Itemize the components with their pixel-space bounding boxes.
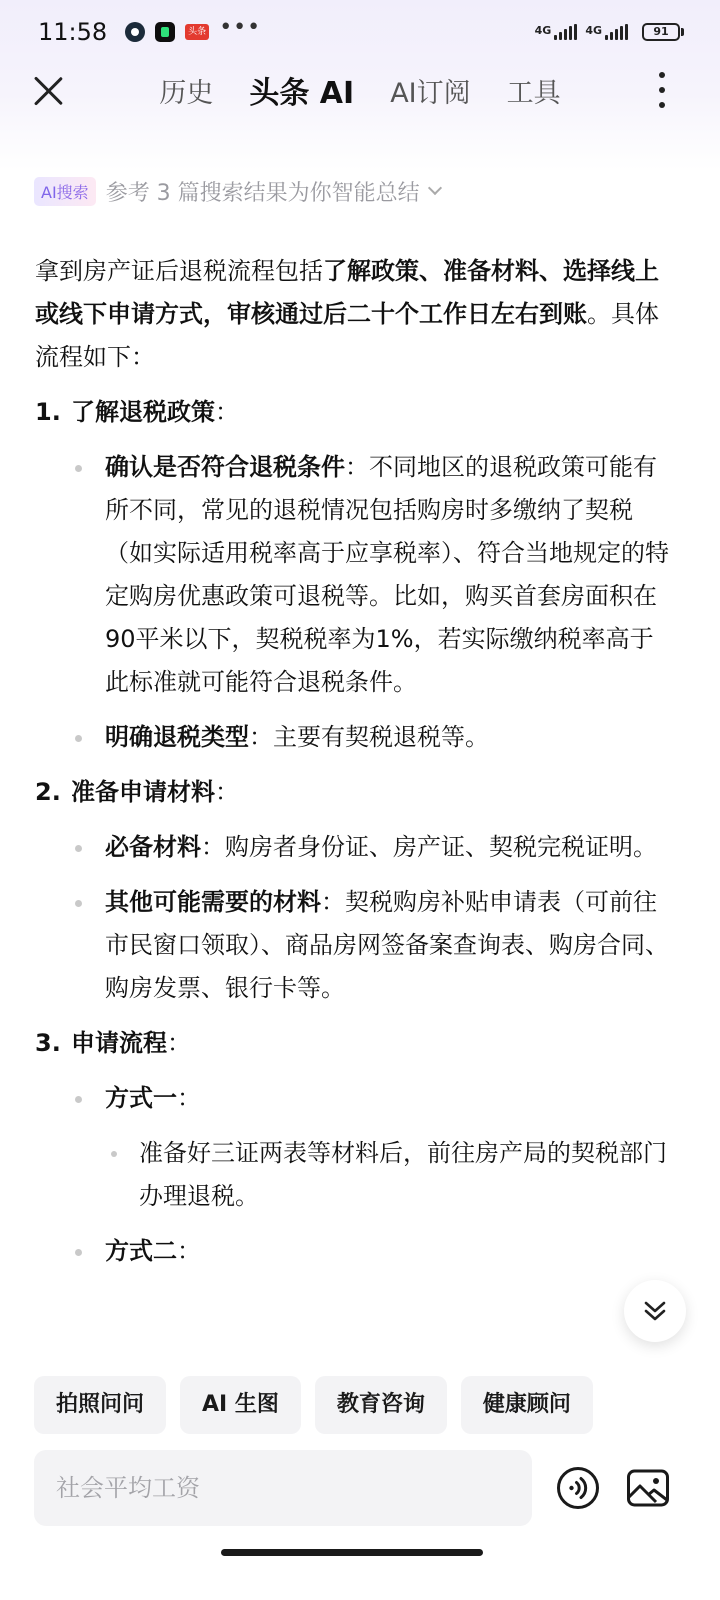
section-list (105, 826, 675, 1010)
quick-chips (34, 1376, 593, 1434)
more-notifications-icon: ••• (219, 15, 262, 40)
more-vertical-icon[interactable] (656, 72, 668, 108)
sub-list-item: 准备好三证两表等材料后，前往房产局的契税部门办理退税。 (139, 1132, 675, 1218)
list-item: 明确退税类型：主要有契税退税等。 (105, 716, 675, 759)
question-input[interactable] (56, 1474, 532, 1502)
signal-icon-1: 4G (535, 24, 578, 40)
voice-call-button[interactable] (556, 1466, 600, 1510)
double-chevron-down-icon (642, 1298, 668, 1324)
image-upload-button[interactable] (626, 1468, 670, 1508)
tab-bar (0, 64, 720, 116)
section-title: 1. 了解退税政策： (35, 398, 239, 426)
section-title: 2. 准备申请材料： (35, 778, 239, 806)
tab-tools[interactable]: 工具 (506, 77, 561, 109)
top-nav (0, 64, 720, 116)
scroll-down-button[interactable] (624, 1280, 686, 1342)
ai-search-source-toggle[interactable] (34, 176, 440, 206)
chip-photo-ask[interactable]: 拍照问问 (34, 1376, 166, 1434)
list-item: 方式一： 准备好三证两表等材料后，前往房产局的契税部门办理退税。 (105, 1077, 675, 1218)
status-system-icons (535, 23, 684, 41)
chip-health[interactable]: 健康顾问 (461, 1376, 593, 1434)
toutiao-app-icon: 头条 (185, 24, 209, 40)
tab-ai-subscribe[interactable]: AI订阅 (390, 77, 471, 109)
chip-ai-image[interactable]: AI 生图 (180, 1376, 301, 1434)
signal-icon-2: 4G (585, 24, 628, 40)
list-item: 确认是否符合退税条件：不同地区的退税政策可能有所不同，常见的退税情况包括购房时多缴纳了契税（如实际适用税率高于应享税率）、符合当地规定的特定购房优惠政策可退税等。比如，购买首套房面积在90平米以下，契税税率为1%，若实际缴纳税率高于此标准就可能符合退税条件。 (105, 446, 675, 704)
tab-toutiao-ai[interactable]: 头条 AI (249, 76, 355, 111)
chevron-down-icon (428, 181, 442, 195)
battery-icon (642, 23, 684, 41)
status-notification-icons (125, 15, 262, 42)
ai-search-tag: AI搜索 (34, 177, 96, 206)
section-list (105, 446, 675, 759)
image-icon (626, 1468, 670, 1508)
section-title: 3. 申请流程： (35, 1029, 191, 1057)
list-item: 方式二： (105, 1230, 675, 1273)
ai-search-summary: 参考 3 篇搜索结果为你智能总结 (105, 180, 420, 206)
answer-intro: 拿到房产证后退税流程包括了解政策、准备材料、选择线上或线下申请方式，审核通过后二十个工作日左右到账。具体流程如下： (35, 257, 659, 371)
battery-level: 91 (642, 23, 680, 41)
close-icon[interactable] (30, 72, 66, 108)
chip-education[interactable]: 教育咨询 (315, 1376, 447, 1434)
music-app-icon (155, 22, 175, 42)
sub-list (139, 1132, 675, 1218)
status-bar (0, 0, 720, 64)
ai-answer (35, 250, 675, 1362)
tab-history[interactable]: 历史 (159, 77, 214, 109)
question-input-box[interactable] (34, 1450, 532, 1526)
home-indicator[interactable] (221, 1549, 483, 1556)
section-list (105, 1077, 675, 1273)
list-item: 必备材料：购房者身份证、房产证、契税完税证明。 (105, 826, 675, 869)
status-time: 11:58 (38, 18, 108, 46)
voice-call-icon (556, 1466, 600, 1510)
content-fade (0, 1325, 720, 1365)
app-notification-icon (125, 22, 145, 42)
list-item: 其他可能需要的材料：契税购房补贴申请表（可前往市民窗口领取）、商品房网签备案查询表、购房合同、购房发票、银行卡等。 (105, 881, 675, 1010)
